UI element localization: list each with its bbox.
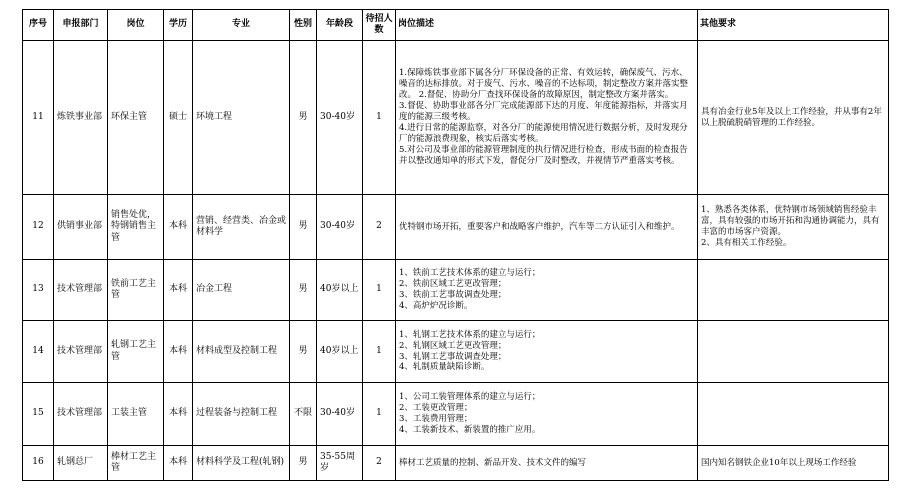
header-seq: 序号 (23, 10, 54, 41)
desc-line: 2、轧钢区域工艺更改管理； (399, 340, 507, 351)
table-row (23, 260, 889, 321)
cell-gender: 男 (290, 41, 317, 195)
cell-age: 40岁以上 (317, 321, 363, 383)
cell-major: 环境工程 (193, 41, 290, 195)
req-line: 1、熟悉各类体系，优特钢市场领域销售经验丰富，具有较强的市场开拓和沟通协调能力，具有丰富的市场客户资源。 (701, 205, 880, 237)
desc-line: 2、铁前区域工艺更改管理； (399, 279, 507, 290)
header-req: 其他要求 (698, 10, 889, 41)
cell-gender: 男 (290, 195, 317, 260)
cell-req (698, 321, 889, 383)
cell-count: 1 (363, 383, 396, 446)
desc-line: 1、公司工装管理体系的建立与运行； (399, 392, 541, 403)
header-count: 待招人数 (363, 10, 396, 41)
cell-req (698, 195, 889, 260)
cell-req (698, 260, 889, 321)
header-post: 岗位 (108, 10, 164, 41)
header-desc: 岗位描述 (396, 10, 698, 41)
cell-req (698, 446, 889, 481)
job-table (22, 9, 889, 481)
cell-dept: 技术管理部 (54, 321, 108, 383)
desc-line: 4、轧制质量缺陷诊断。 (399, 362, 490, 373)
job-posting-sheet (22, 9, 888, 481)
desc-line: 3、工装费用管理； (399, 414, 473, 424)
req-line: 国内知名钢铁企业10年以上现场工作经验 (701, 457, 857, 468)
header-dept: 申报部门 (54, 10, 108, 41)
header-major: 专业 (193, 10, 290, 41)
cell-edu: 本科 (164, 446, 193, 481)
cell-gender: 男 (290, 446, 317, 481)
desc-line: 4.进行日常的能源监察，对各分厂的能源使用情况进行数据分析，及时发现分厂的能源浪费现象，核实后落实考核。 (399, 122, 688, 144)
desc-line: 3、铁前工艺事故调查处理； (399, 290, 507, 300)
cell-count: 2 (363, 195, 396, 260)
header-age: 年龄段 (317, 10, 363, 41)
desc-line: 5.对公司及事业部的能源管理制度的执行情况进行检查，形成书面的检查报告并以整改通知单的形式下发，督促分厂及时整改，并视情节严重落实考核。 (399, 144, 688, 166)
desc-line: 4、工装新技术、新装置的推广应用。 (399, 424, 541, 435)
cell-gender: 男 (290, 260, 317, 321)
desc-line: 优特钢市场开拓，重要客户和战略客户维护，汽车等二方认证引入和维护。 (399, 221, 680, 232)
cell-dept: 炼铁事业部 (54, 41, 108, 195)
cell-dept: 技术管理部 (54, 383, 108, 446)
header-row (23, 10, 889, 41)
cell-post: 轧钢工艺主管 (108, 321, 164, 383)
cell-desc (396, 195, 698, 260)
cell-edu: 本科 (164, 195, 193, 260)
req-line: 具有冶金行业5年及以上工作经验，并从事有2年以上脱硫脱硝管理的工作经验。 (701, 106, 882, 128)
cell-count: 2 (363, 446, 396, 481)
cell-edu: 本科 (164, 260, 193, 321)
cell-post: 棒材工艺主管 (108, 446, 164, 481)
desc-line: 3.督促、协助事业部各分厂完成能源部下达的月度、年度能源指标，并落实月度的能源三级考核。 (399, 101, 688, 123)
cell-desc (396, 260, 698, 321)
cell-major: 冶金工程 (193, 260, 290, 321)
header-gender: 性别 (290, 10, 317, 41)
cell-edu: 本科 (164, 383, 193, 446)
req-line: 2、具有相关工作经验。 (701, 237, 792, 248)
cell-desc (396, 41, 698, 195)
header-edu: 学历 (164, 10, 193, 41)
cell-post: 销售处优，特钢销售主管 (108, 195, 164, 260)
cell-req (698, 383, 889, 446)
cell-dept: 轧钢总厂 (54, 446, 108, 481)
table-row (23, 41, 889, 195)
desc-line: 棒材工艺质量的控制、新品开发、技术文件的编写 (399, 457, 587, 468)
cell-gender: 不限 (290, 383, 317, 446)
cell-dept: 技术管理部 (54, 260, 108, 321)
cell-desc (396, 383, 698, 446)
cell-age: 30-40岁 (317, 383, 363, 446)
cell-count: 1 (363, 41, 396, 195)
cell-count: 1 (363, 260, 396, 321)
cell-seq: 16 (23, 446, 54, 481)
cell-gender: 男 (290, 321, 317, 383)
desc-line: 1、铁前工艺技术体系的建立与运行； (399, 268, 541, 279)
cell-major: 营销、经营类、冶金或材料学 (193, 195, 290, 260)
cell-req (698, 41, 889, 195)
cell-age: 35-55周岁 (317, 446, 363, 481)
cell-edu: 硕士 (164, 41, 193, 195)
cell-seq: 13 (23, 260, 54, 321)
cell-desc (396, 446, 698, 481)
desc-line: 1、轧钢工艺技术体系的建立与运行； (399, 329, 541, 340)
cell-seq: 12 (23, 195, 54, 260)
desc-line: 1.保障炼铁事业部下属各分厂环保设备的正常、有效运转，确保废气、污水、噪音的达标排放。对于废气、污水、噪音的不达标项，制定整改方案并落实整改。 2.督促、协助分厂查找环保设备的故障原因，制定整改方案并落实。 (399, 68, 689, 101)
cell-major: 材料成型及控制工程 (193, 321, 290, 383)
cell-dept: 供销事业部 (54, 195, 108, 260)
cell-seq: 11 (23, 41, 54, 195)
cell-desc (396, 321, 698, 383)
cell-count: 1 (363, 321, 396, 383)
cell-age: 30-40岁 (317, 195, 363, 260)
cell-edu: 本科 (164, 321, 193, 383)
table-row (23, 383, 889, 446)
cell-post: 工装主管 (108, 383, 164, 446)
table-row (23, 446, 889, 481)
desc-line: 4、高炉炉况诊断。 (399, 300, 473, 311)
cell-age: 40岁以上 (317, 260, 363, 321)
cell-major: 材料科学及工程(轧钢) (193, 446, 290, 481)
desc-line: 2、工装更改管理； (399, 403, 473, 414)
table-row (23, 321, 889, 383)
cell-post: 铁前工艺主管 (108, 260, 164, 321)
table-row (23, 195, 889, 260)
desc-line: 3、轧钢工艺事故调查处理； (399, 351, 507, 362)
cell-seq: 15 (23, 383, 54, 446)
cell-seq: 14 (23, 321, 54, 383)
cell-major: 过程装备与控制工程 (193, 383, 290, 446)
cell-post: 环保主管 (108, 41, 164, 195)
cell-age: 30-40岁 (317, 41, 363, 195)
